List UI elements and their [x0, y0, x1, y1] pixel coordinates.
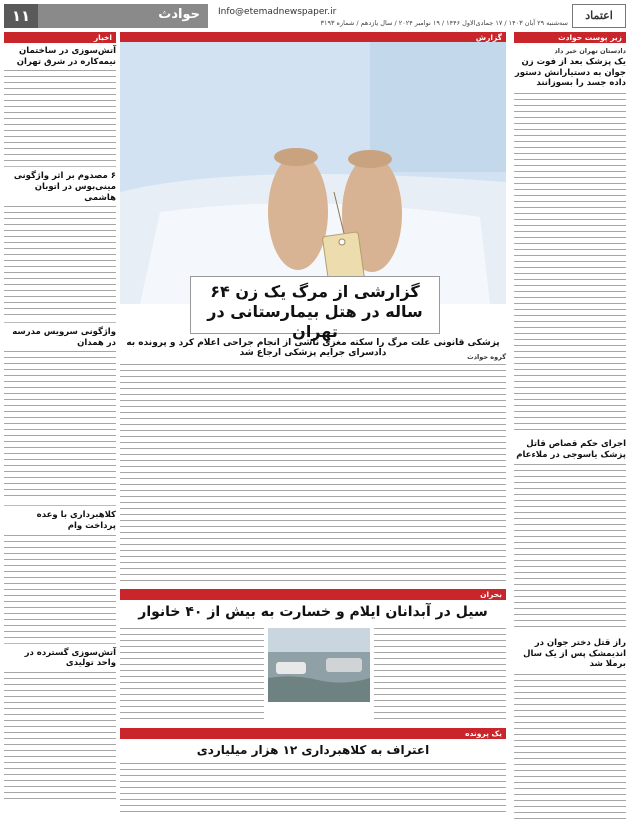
left-item-headline[interactable]: واژگونی سرویس مدرسه در همدان: [12, 327, 116, 348]
page-number: ۱۱: [4, 4, 38, 28]
left-column-label: اخبار: [4, 32, 116, 43]
main-headline[interactable]: گزارشی از مرگ یک زن ۶۴ ساله در هتل بیمارستانی در تهران: [207, 282, 423, 341]
main-story-label: گزارش: [120, 32, 506, 43]
divider: [4, 643, 116, 644]
flood-headline[interactable]: سیل در آبدانان ایلام و خسارت به بیش از ۴۰ خانوار: [138, 604, 488, 620]
main-body-text: [120, 364, 506, 582]
left-item-body: [4, 70, 116, 162]
right-headline[interactable]: یک پزشک بعد از فوت زن جوان به دستیارانش دستور داده جسد را بسوزانند: [514, 57, 626, 89]
left-column: [4, 32, 116, 816]
right-second-body: [514, 464, 626, 632]
divider: [4, 505, 116, 506]
flood-label: بحران: [120, 589, 506, 600]
section-title: حوادث: [158, 7, 200, 22]
left-item-body: [4, 535, 116, 639]
right-body-text: [514, 93, 626, 433]
right-third-body: [514, 674, 626, 820]
left-item-body: [4, 672, 116, 800]
dateline: سه‌شنبه ۲۹ آبان ۱۴۰۳ / ۱۷ جمادی‌الاول ۱۴۴۶ / ۱۹ نوامبر ۲۰۲۴ / سال یازدهم / شماره ۳۱۹۳: [320, 19, 568, 27]
divider: [4, 322, 116, 323]
main-headline-box: [190, 276, 440, 341]
right-second-headline[interactable]: اجرای حکم قصاص قاتل پزشک یاسوجی در ملاءعام: [516, 438, 626, 460]
newspaper-logo: اعتماد: [572, 4, 626, 28]
left-item-headline[interactable]: کلاهبرداری با وعده پرداخت وام: [36, 510, 116, 531]
divider: [4, 166, 116, 167]
right-column: [514, 32, 626, 816]
left-item-headline[interactable]: آتش‌سوزی در ساختمان نیمه‌کاره در شرق تهران: [16, 46, 116, 67]
right-column-label: زیر پوست حوادث: [514, 32, 626, 43]
feet-with-toe-tag-image: [120, 42, 506, 304]
fraud-body: [120, 763, 506, 813]
left-item-headline[interactable]: ۶ مصدوم بر اثر واژگونی مینی‌بوس در اتوبان هاشمی: [13, 171, 116, 203]
right-third-headline[interactable]: راز قتل دختر جوان در اندیمشک پس از یک سال برملا شد: [523, 638, 626, 670]
flood-photo: [268, 628, 370, 702]
flooded-street-image: [268, 628, 370, 702]
fraud-headline[interactable]: اعتراف به کلاهبرداری ۱۲ هزار میلیاردی: [196, 743, 430, 757]
site-email[interactable]: Info@etemadnewspaper.ir: [218, 7, 337, 17]
main-subhead: پزشکی قانونی علت مرگ را سکته مغزی ناشی از انجام جراحی اعلام کرد و پرونده به دادسرای جرایم پزشکی ارجاع شد: [126, 338, 500, 358]
left-item-body: [4, 351, 116, 501]
fraud-label: یک پرونده: [120, 728, 506, 739]
main-story: [120, 32, 506, 816]
flood-body-left: [120, 628, 264, 724]
left-item-body: [4, 206, 116, 318]
masthead: [4, 4, 626, 28]
flood-body-right: [374, 628, 506, 724]
main-story-photo: [120, 42, 506, 304]
section-band: [38, 4, 208, 28]
right-kicker: دادستان تهران خبر داد: [554, 47, 626, 55]
main-byline: گروه حوادث: [467, 353, 506, 361]
left-item-headline[interactable]: آتش‌سوزی گسترده در واحد تولیدی: [24, 647, 116, 669]
